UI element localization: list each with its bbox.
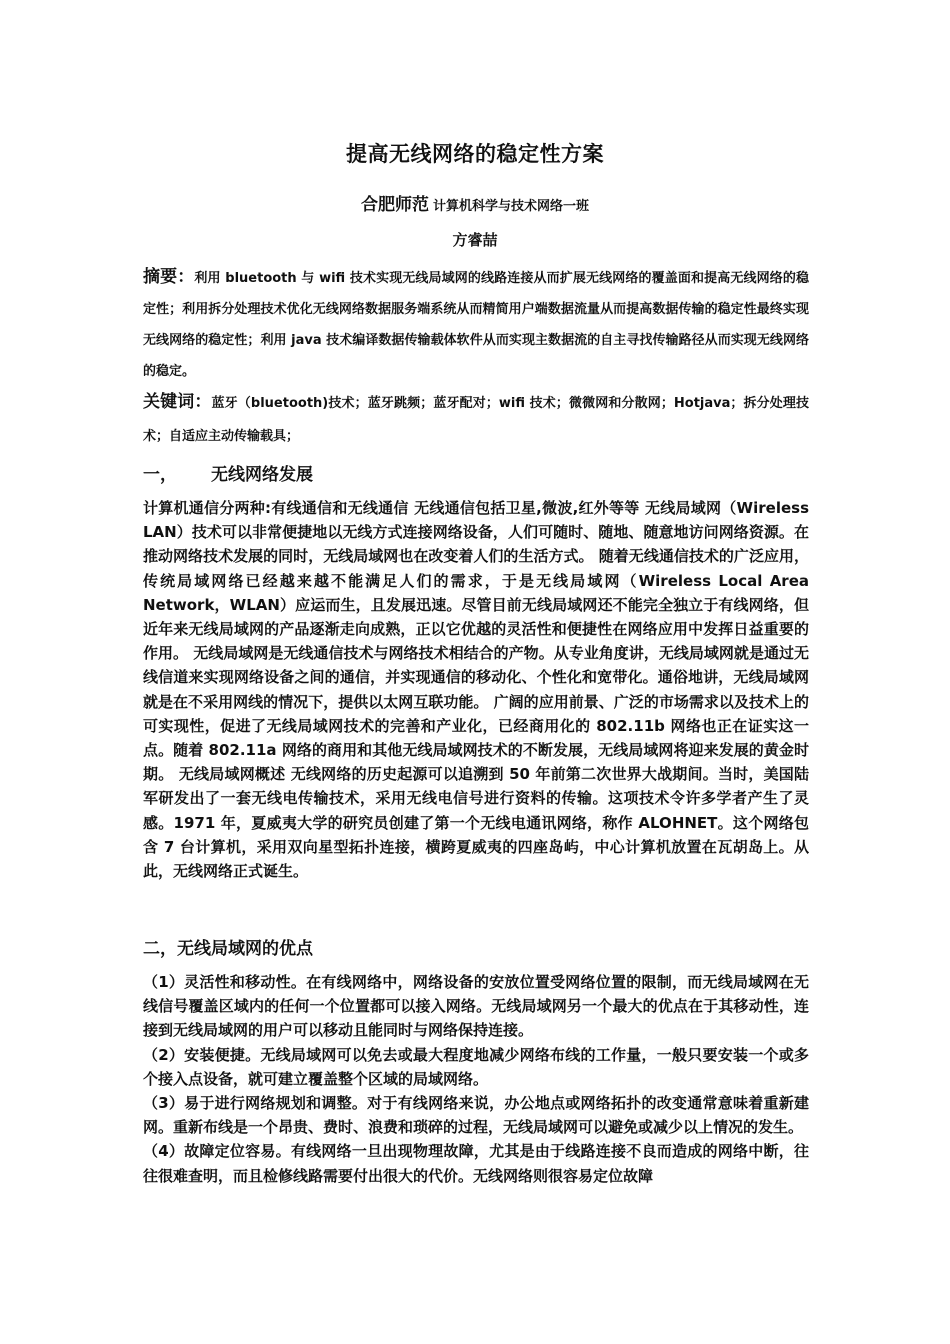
advantage-item: （1）灵活性和移动性。在有线网络中，网络设备的安放位置受网络位置的限制，而无线局域网在无线信号覆盖区域内的任何一个位置都可以接入网络。无线局域网另一个最大的优点在于其移动性，连接到无线局域网的用户可以移动且能同时与网络保持连接。 xyxy=(143,973,809,1040)
section-2-list xyxy=(143,970,809,1188)
abstract-label: 摘要 xyxy=(143,267,178,287)
section-1-number: 一， xyxy=(143,465,177,485)
abstract xyxy=(143,262,809,387)
abstract-sep: ： xyxy=(177,267,195,287)
paper-title: 提高无线网络的稳定性方案 xyxy=(346,142,604,166)
keywords-sep: ： xyxy=(194,392,212,412)
abstract-text: 利用 bluetooth 与 wifi 技术实现无线局域网的线路连接从而扩展无线网络的覆盖面和提高无线网络的稳定性；利用拆分处理技术优化无线网络数据服务端系统从而精简用户端数据流量从而提高数据传输的稳定性最终实现无线网络的稳定性；利用 java 技术编译数据传输载体软件从而实现主数据流的自主寻找传输路径从而实现无线网络的稳定。 xyxy=(143,271,809,379)
section-1-body: 计算机通信分两种:有线通信和无线通信 无线通信包括卫星,微波,红外等等 无线局域网（Wireless LAN）技术可以非常便捷地以无线方式连接网络设备，人们可随时、随地、随意地访问网络资源。在推动网络技术发展的同时，无线局域网也在改变着人们的生活方式。 随着无线通信技术的广泛应用，传统局域网络已经越来越不能满足人们的需求，于是无线局域网（Wireless Local Area Network，WLAN）应运而生，且发展迅速。尽管目前无线局域网还不能完全独立于有线网络，但近年来无线局域网的产品逐渐走向成熟，正以它优越的灵活性和便捷性在网络应用中发挥日益重要的作用。 无线局域网是无线通信技术与网络技术相结合的产物。从专业角度讲，无线局域网就是通过无线信道来实现网络设备之间的通信，并实现通信的移动化、个性化和宽带化。通俗地讲，无线局域网就是在不采用网线的情况下，提供以太网互联功能。 广阔的应用前景、广泛的市场需求以及技术上的可实现性，促进了无线局域网技术的完善和产业化，已经商用化的 802.11b 网络也正在证实这一点。随着 802.11a 网络的商用和其他无线局域网技术的不断发展，无线局域网将迎来发展的黄金时期。 无线局域网概述 无线网络的历史起源可以追溯到 50 年前第二次世界大战期间。当时，美国陆军研发出了一套无线电传输技术，采用无线电信号进行资料的传输。这项技术令许多学者产生了灵感。1971 年，夏威夷大学的研究员创建了第一个无线电通讯网络，称作 ALOHNET。这个网络包含 7 台计算机，采用双向星型拓扑连接，横跨夏威夷的四座岛屿，中心计算机放置在瓦胡岛上。从此，无线网络正式诞生。 xyxy=(143,499,809,881)
advantage-item: （4）故障定位容易。有线网络一旦出现物理故障，尤其是由于线路连接不良而造成的网络中断，往往很难查明，而且检修线路需要付出很大的代价。无线网络则很容易定位故障 xyxy=(143,1142,809,1185)
section-2-heading: 二，无线局域网的优点 xyxy=(143,939,313,959)
keywords-label: 关键词 xyxy=(143,392,195,412)
keywords xyxy=(143,386,809,453)
department-name: 计算机科学与技术网络一班 xyxy=(432,199,589,214)
advantage-item: （3）易于进行网络规划和调整。对于有线网络来说，办公地点或网络拓扑的改变通常意味着重新建网。重新布线是一个昂贵、费时、浪费和琐碎的过程，无线局域网可以避免或减少以上情况的发生。 xyxy=(143,1094,809,1137)
affiliation xyxy=(0,190,950,215)
keywords-text: 蓝牙（bluetooth)技术；蓝牙跳频；蓝牙配对；wifi 技术；微微网和分散网；Hotjava；拆分处理技术；自适应主动传输载具； xyxy=(143,396,810,444)
advantage-item: （2）安装便捷。无线局域网可以免去或最大程度地减少网络布线的工作量，一般只要安装一个或多个接入点设备，就可建立覆盖整个区域的局域网络。 xyxy=(143,1045,809,1088)
author-name: 方睿喆 xyxy=(452,231,498,249)
section-1-title: 无线网络发展 xyxy=(211,465,313,485)
section-1-heading xyxy=(143,460,809,485)
school-name: 合肥师范 xyxy=(360,195,429,215)
